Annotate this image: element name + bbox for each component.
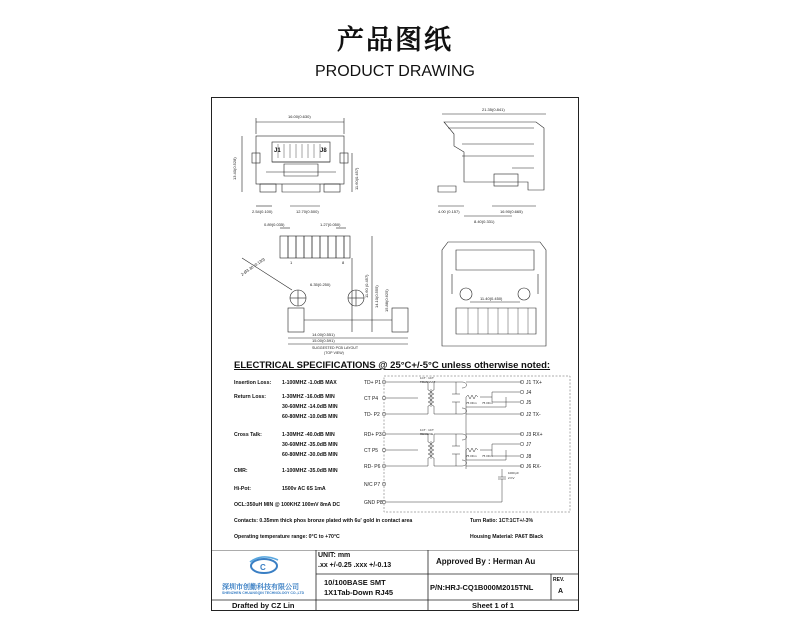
approved-by: Approved By : Herman Au [436, 557, 536, 566]
product-name-1: 10/100BASE SMT [324, 578, 386, 587]
pin-right-6: J7 [526, 442, 532, 448]
pin-left-1: TD+ P1 [364, 380, 382, 386]
dim-top-height: 13.40(0.528) [232, 157, 237, 180]
title-block [212, 550, 578, 610]
spec-value-insertion: 1-100MHZ -1.0dB MAX [282, 380, 337, 386]
cap-voltage: 2 KV [508, 476, 515, 480]
dim-pcb-w2: 14.00(0.551) [312, 332, 335, 337]
dim-side-bl: 4.00 (0.157) [438, 209, 460, 214]
pin-left-4: RD+ P3 [364, 432, 382, 438]
page-title-en: PRODUCT DRAWING [315, 63, 475, 80]
electrical-section [212, 360, 578, 550]
pin-left-3: TD- P2 [364, 412, 380, 418]
pin-left-6: RD- P6 [364, 464, 381, 470]
dim-pcb-h3: 15.88(0.625) [384, 289, 389, 312]
pin-right-3: J5 [526, 400, 532, 406]
dim-pcb-hole: 2-Ø3.30 (0.130) [239, 256, 266, 277]
page-title-cn: 产品图纸 [337, 25, 453, 56]
pin-left-7: N/C P7 [364, 482, 381, 488]
schematic [362, 374, 574, 514]
pin-right-7: J8 [526, 454, 532, 460]
electrical-title: ELECTRICAL SPECIFICATIONS @ 25°C+/-5°C unless otherwise noted: [234, 360, 551, 371]
unit-label: UNIT: mm [318, 552, 351, 559]
dim-pcb-h2: 14.10(0.555) [374, 285, 379, 308]
suggest-label-2: (TOP VIEW) [324, 351, 344, 355]
res-tx-2: 75 Ohm [482, 401, 493, 405]
company-name-cn: 深圳市创勤科技有限公司 [222, 583, 299, 591]
spec-label-hipot: Hi-Pot: [234, 486, 251, 492]
xfmr-tx-sub: TRANSMIT [420, 380, 436, 384]
pin-right-5: J3 RX+ [526, 432, 543, 438]
dim-front-w: 11.40(0.450) [480, 296, 503, 301]
drafted-by: Drafted by CZ Lin [232, 601, 295, 610]
spec-value-crosstalk-1: 1-30MHZ -40.0dB MIN [282, 432, 335, 438]
pin-left-8: GND P8 [364, 500, 383, 506]
note-contacts: Contacts: 0.35mm thick phos bronze plated with 6u' gold in contact area [234, 518, 413, 524]
spec-value-hipot: 1500v AC 6S 1mA [282, 486, 326, 492]
spec-value-crosstalk-2: 30-60MHZ -35.0dB MIN [282, 442, 338, 448]
rev-value: A [558, 588, 564, 595]
dim-side-br: 16.90(0.665) [500, 209, 523, 214]
cap-label: 1000 pF [508, 471, 520, 475]
pcb-pin-1: 1 [290, 260, 293, 265]
dim-pcb-pin: 1.27(0.050) [320, 222, 341, 227]
spec-ocl: OCL:350uH MIN @ 100KHZ 100mV 8mA DC [234, 502, 341, 508]
pin-left-2: CT P4 [364, 396, 379, 402]
drawing-sheet [211, 97, 579, 611]
note-turn-ratio: Turn Ratio: 1CT:1CT+/-3% [470, 518, 534, 524]
sheet-number: Sheet 1 of 1 [472, 601, 515, 610]
res-rx-2: 75 Ohm [482, 454, 493, 458]
dim-side-top: 21.35(0.841) [482, 107, 505, 112]
label-j8: J8 [320, 148, 327, 154]
suggest-label-1: SUGGESTED PCB LAYOUT [312, 346, 359, 350]
xfmr-tx-label: 1CT : 1CT [420, 376, 434, 380]
dim-pcb-w3: 15.00(0.591) [312, 338, 335, 343]
part-number: P/N:HRJ-CQ1B000M2015TNL [430, 583, 534, 592]
dim-pcb-pitch: 0.89(0.035) [264, 222, 285, 227]
pcb-pin-8: 8 [342, 260, 345, 265]
dim-pcb-w1: 6.35(0.250) [310, 282, 331, 287]
dim-bottom-left: 2.54(0.100) [252, 209, 273, 214]
xfmr-rx-label: 1CT : 1CT [420, 428, 434, 432]
dim-bottom-mid: 12.70(0.500) [296, 209, 319, 214]
spec-value-crosstalk-3: 60-80MHZ -30.0dB MIN [282, 452, 338, 458]
tolerance: .xx +/-0.25 .xxx +/-0.13 [318, 562, 392, 569]
spec-label-crosstalk: Cross Talk: [234, 432, 262, 438]
res-rx-1: 75 Ohm [466, 454, 477, 458]
spec-value-return-3: 60-80MHZ -10.0dB MIN [282, 414, 338, 420]
company-name-en: SHENZHEN CHUANGQIN TECHNOLOGY CO.,LTD [222, 591, 305, 595]
xfmr-rx-sub: RECEIVE [420, 432, 434, 436]
spec-label-cmr: CMR: [234, 468, 248, 474]
mechanical-drawings [212, 98, 578, 360]
pin-right-2: J4 [526, 390, 532, 396]
dim-right-height: 11.60(0.457) [354, 167, 359, 190]
dim-side-bottom: 8.40(0.331) [474, 219, 495, 224]
pin-right-1: J1 TX+ [526, 380, 542, 386]
pin-right-4: J2 TX- [526, 412, 541, 418]
res-tx-1: 75 Ohm [466, 401, 477, 405]
svg-text:C: C [260, 563, 266, 572]
spec-value-return-2: 30-60MHZ -14.0dB MIN [282, 404, 338, 410]
label-j1: J1 [274, 148, 281, 154]
pin-right-8: J6 RX- [526, 464, 542, 470]
product-name-2: 1X1Tab-Down RJ45 [324, 588, 394, 597]
spec-value-cmr: 1-100MHZ -35.0dB MIN [282, 468, 338, 474]
spec-label-return: Return Loss: [234, 394, 266, 400]
spec-value-return-1: 1-30MHZ -16.0dB MIN [282, 394, 335, 400]
pin-left-5: CT P5 [364, 448, 379, 454]
dim-pcb-h1: 11.60 (0.457) [364, 274, 369, 298]
note-housing: Housing Material: PA6T Black [470, 534, 544, 540]
company-logo [250, 557, 278, 573]
spec-label-insertion: Insertion Loss: [234, 380, 272, 386]
note-temp: Operating temperature range: 0°C to +70°C [234, 534, 340, 540]
rev-label: REV. [553, 577, 565, 583]
dim-top-width: 16.00(0.630) [288, 114, 311, 119]
